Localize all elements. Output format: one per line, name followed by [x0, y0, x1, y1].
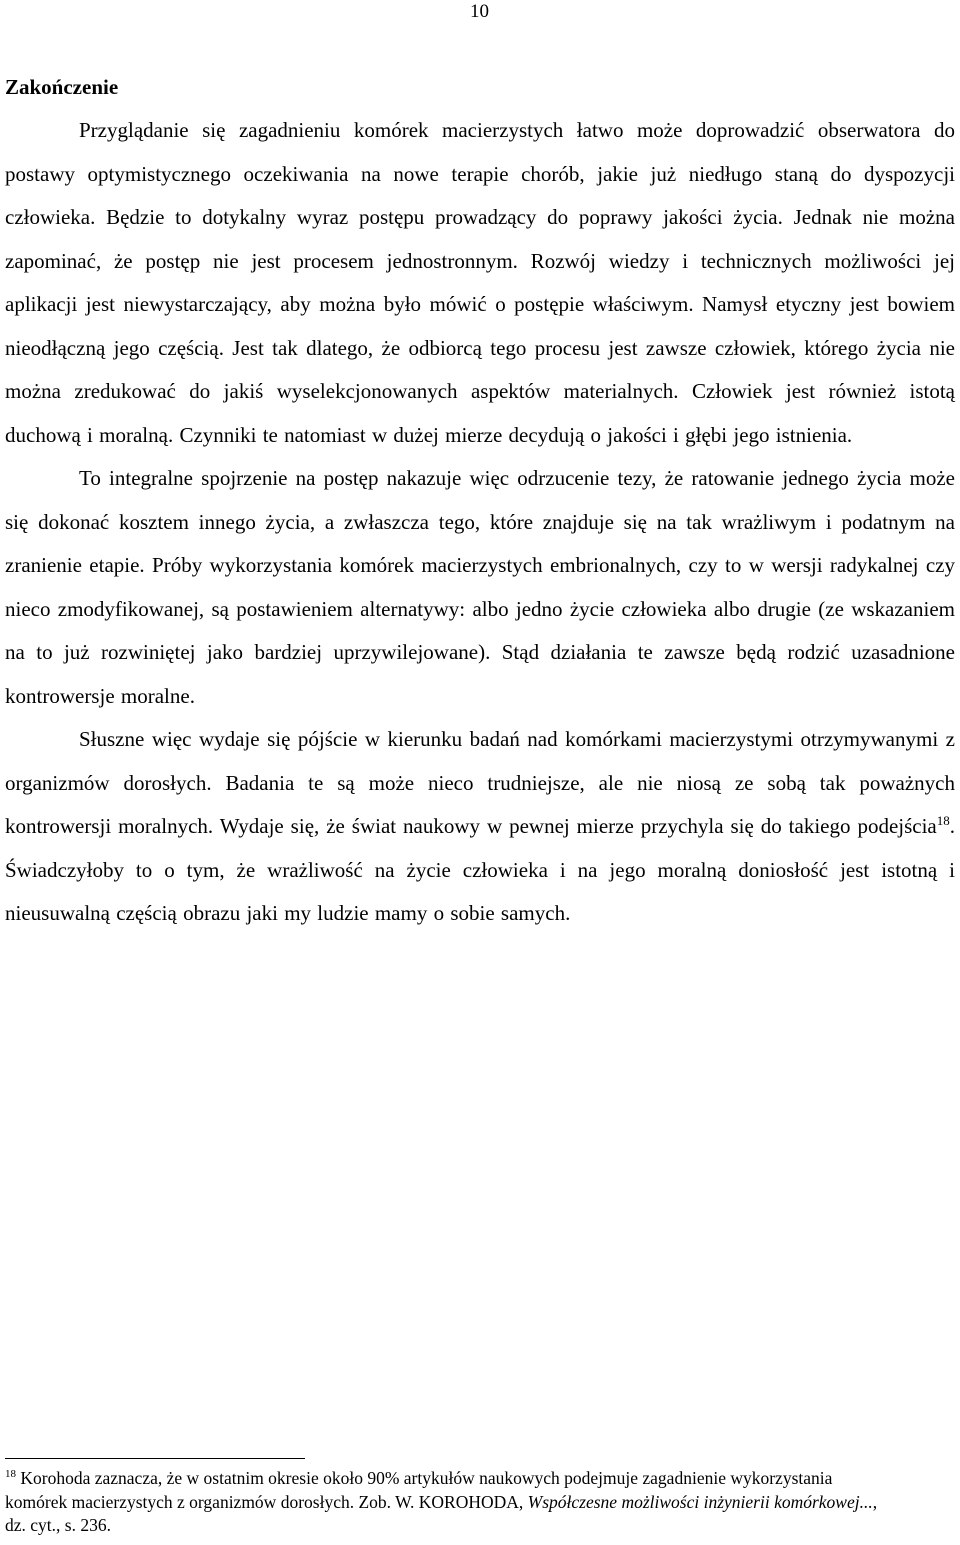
paragraph-1: Przyglądanie się zagadnieniu komórek macierzystych łatwo może doprowadzić obserwatora do postawy optymistycznego oczekiwania na nowe terapie chorób, jakie już niedługo staną do dyspozycji człowieka. Będzie to dotykalny wyraz postępu prowadzący do poprawy jakości życia. Jednak nie można zapominać, że postęp nie jest procesem jednostronnym. Rozwój wiedzy i technicznych możliwości jej aplikacji jest niewystarczający, aby można było mówić o postępie właściwym. Namysł etyczny jest bowiem nieodłączną jego częścią. Jest tak dlatego, że odbiorcą tego procesu jest zawsze człowiek, którego życia nie można zredukować do jakiś wyselekcjonowanych aspektów materialnych. Człowiek jest również istotą duchową i moralną. Czynniki te natomiast w dużej mierze decydują o jakości i głębi jego istnienia.	[5, 118, 955, 447]
footnote-cited-title: Współczesne możliwości inżynierii komórkowej...	[527, 1491, 873, 1512]
body-text	[5, 109, 955, 936]
footnote-text-end: , dz. cyt., s. 236.	[5, 1491, 878, 1535]
footnote	[5, 1467, 885, 1538]
section-heading: Zakończenie	[5, 75, 119, 99]
page-number: 10	[470, 1, 489, 22]
paragraph-2: To integralne spojrzenie na postęp nakazuje więc odrzucenie tezy, że ratowanie jednego życia może się dokonać kosztem innego życia, a zwłaszcza tego, które znajduje się na tak wrażliwym i podatnym na zranienie etapie. Próby wykorzystania komórek macierzystych embrionalnych, czy to w wersji radykalnej czy nieco zmodyfikowanej, są postawieniem alternatywy: albo jedno życie człowieka albo drugie (ze wskazaniem na to już rozwiniętej jako bardziej uprzywilejowane). Stąd działania te zawsze będą rodzić uzasadnione kontrowersje moralne.	[5, 466, 955, 708]
footnote-reference[interactable]: 18	[936, 813, 950, 828]
footnote-number: 18	[5, 1468, 16, 1481]
footnote-separator	[5, 1458, 305, 1459]
paragraph-3-text-end: . Świadczyłoby to o tym, że wrażliwość na życie człowieka i na jego moralną doniosłość jest istotną i nieusuwalną częścią obrazu jaki my ludzie mamy o sobie samych.	[5, 814, 955, 925]
paragraph-3	[5, 718, 955, 936]
footnote-text-start: Korohoda zaznacza, że w ostatnim okresie około 90% artykułów naukowych podejmuje zagadnienie wykorzystania komórek macierzystych z organizmów dorosłych. Zob. W. KOROHODA,	[5, 1468, 833, 1512]
paragraph-3-text-start: Słuszne więc wydaje się pójście w kierunku badań nad komórkami macierzystymi otrzymywanymi z organizmów dorosłych. Badania te są może nieco trudniejsze, ale nie niosą ze sobą tak poważnych kontrowersji moralnych. Wydaje się, że świat naukowy w pewnej mierze przychyla się do takiego podejścia	[5, 727, 955, 838]
